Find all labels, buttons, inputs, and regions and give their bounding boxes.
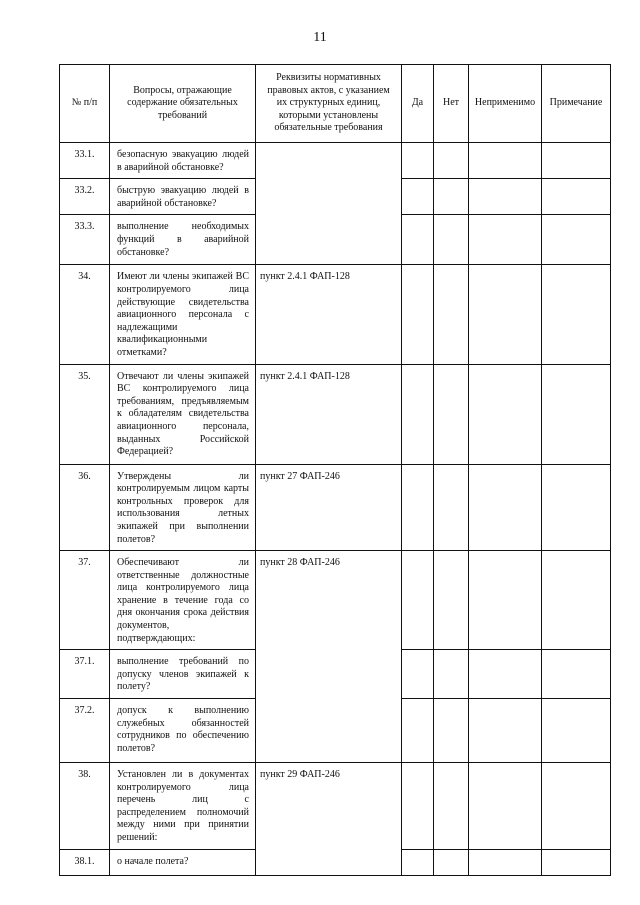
row-number: 38.1.	[60, 849, 110, 875]
no-cell[interactable]	[434, 215, 469, 265]
row-reference: пункт 2.4.1 ФАП-128	[256, 364, 402, 464]
row-question: Утверждены ли контролируемым лицом карты контрольных проверок для использования летных экипажей при выполнении полетов?	[110, 464, 256, 551]
row-reference	[256, 143, 402, 265]
note-cell[interactable]	[542, 650, 611, 699]
yes-cell[interactable]	[402, 464, 434, 551]
not-applicable-cell[interactable]	[469, 215, 542, 265]
row-number: 33.1.	[60, 143, 110, 179]
header-question: Вопросы, отражающие содержание обязательных требований	[110, 65, 256, 143]
no-cell[interactable]	[434, 650, 469, 699]
note-cell[interactable]	[542, 179, 611, 215]
row-question: Отвечают ли члены экипажей ВС контролируемого лица требованиям, предъявляемым к обладателям свидетельства авиационного персонала, выданных Российской Федерацией?	[110, 364, 256, 464]
row-number: 35.	[60, 364, 110, 464]
yes-cell[interactable]	[402, 364, 434, 464]
not-applicable-cell[interactable]	[469, 699, 542, 763]
table-row	[60, 143, 611, 179]
yes-cell[interactable]	[402, 551, 434, 650]
note-cell[interactable]	[542, 265, 611, 364]
row-question: Имеют ли члены экипажей ВС контролируемого лица действующие свидетельства авиационного персонала с надлежащими квалификационными отметками?	[110, 265, 256, 364]
row-question: Обеспечивают ли ответственные должностные лица контролируемого лица хранение в течение года со дня окончания срока действия документов, подтверждающих:	[110, 551, 256, 650]
table-row	[60, 364, 611, 464]
yes-cell[interactable]	[402, 849, 434, 875]
yes-cell[interactable]	[402, 763, 434, 850]
yes-cell[interactable]	[402, 650, 434, 699]
not-applicable-cell[interactable]	[469, 265, 542, 364]
note-cell[interactable]	[542, 143, 611, 179]
note-cell[interactable]	[542, 699, 611, 763]
table-row	[60, 763, 611, 850]
not-applicable-cell[interactable]	[469, 849, 542, 875]
note-cell[interactable]	[542, 464, 611, 551]
header-number: № п/п	[60, 65, 110, 143]
row-number: 37.1.	[60, 650, 110, 699]
row-question: безопасную эвакуацию людей в аварийной обстановке?	[110, 143, 256, 179]
table-row	[60, 265, 611, 364]
row-question: Установлен ли в документах контролируемого лица перечень лиц с распределением полномочий между ними при принятии решений:	[110, 763, 256, 850]
row-number: 36.	[60, 464, 110, 551]
note-cell[interactable]	[542, 364, 611, 464]
header-reference: Реквизиты нормативных правовых актов, с указанием их структурных единиц, которыми установлены обязательные требования	[256, 65, 402, 143]
row-question: о начале полета?	[110, 849, 256, 875]
row-reference: пункт 2.4.1 ФАП-128	[256, 265, 402, 364]
header-not-applicable: Неприменимо	[469, 65, 542, 143]
no-cell[interactable]	[434, 364, 469, 464]
header-yes: Да	[402, 65, 434, 143]
no-cell[interactable]	[434, 763, 469, 850]
yes-cell[interactable]	[402, 179, 434, 215]
no-cell[interactable]	[434, 699, 469, 763]
not-applicable-cell[interactable]	[469, 464, 542, 551]
note-cell[interactable]	[542, 215, 611, 265]
row-question: выполнение необходимых функций в аварийной обстановке?	[110, 215, 256, 265]
row-number: 34.	[60, 265, 110, 364]
not-applicable-cell[interactable]	[469, 551, 542, 650]
not-applicable-cell[interactable]	[469, 143, 542, 179]
yes-cell[interactable]	[402, 699, 434, 763]
not-applicable-cell[interactable]	[469, 650, 542, 699]
table-row	[60, 464, 611, 551]
no-cell[interactable]	[434, 265, 469, 364]
row-number: 33.2.	[60, 179, 110, 215]
no-cell[interactable]	[434, 849, 469, 875]
page-number: 11	[313, 30, 327, 45]
note-cell[interactable]	[542, 849, 611, 875]
no-cell[interactable]	[434, 464, 469, 551]
not-applicable-cell[interactable]	[469, 364, 542, 464]
note-cell[interactable]	[542, 551, 611, 650]
row-number: 37.	[60, 551, 110, 650]
header-note: Примечание	[542, 65, 611, 143]
row-reference: пункт 28 ФАП-246	[256, 551, 402, 763]
not-applicable-cell[interactable]	[469, 179, 542, 215]
not-applicable-cell[interactable]	[469, 763, 542, 850]
row-reference: пункт 27 ФАП-246	[256, 464, 402, 551]
row-number: 37.2.	[60, 699, 110, 763]
yes-cell[interactable]	[402, 215, 434, 265]
row-question: быструю эвакуацию людей в аварийной обстановке?	[110, 179, 256, 215]
row-number: 33.3.	[60, 215, 110, 265]
checklist-table	[59, 64, 611, 876]
row-question: выполнение требований по допуску членов экипажей к полету?	[110, 650, 256, 699]
no-cell[interactable]	[434, 551, 469, 650]
yes-cell[interactable]	[402, 265, 434, 364]
note-cell[interactable]	[542, 763, 611, 850]
no-cell[interactable]	[434, 143, 469, 179]
no-cell[interactable]	[434, 179, 469, 215]
table-row	[60, 551, 611, 650]
row-reference: пункт 29 ФАП-246	[256, 763, 402, 876]
row-number: 38.	[60, 763, 110, 850]
header-no: Нет	[434, 65, 469, 143]
yes-cell[interactable]	[402, 143, 434, 179]
row-question: допуск к выполнению служебных обязанностей сотрудников по обеспечению полетов?	[110, 699, 256, 763]
table-header-row	[60, 65, 611, 143]
